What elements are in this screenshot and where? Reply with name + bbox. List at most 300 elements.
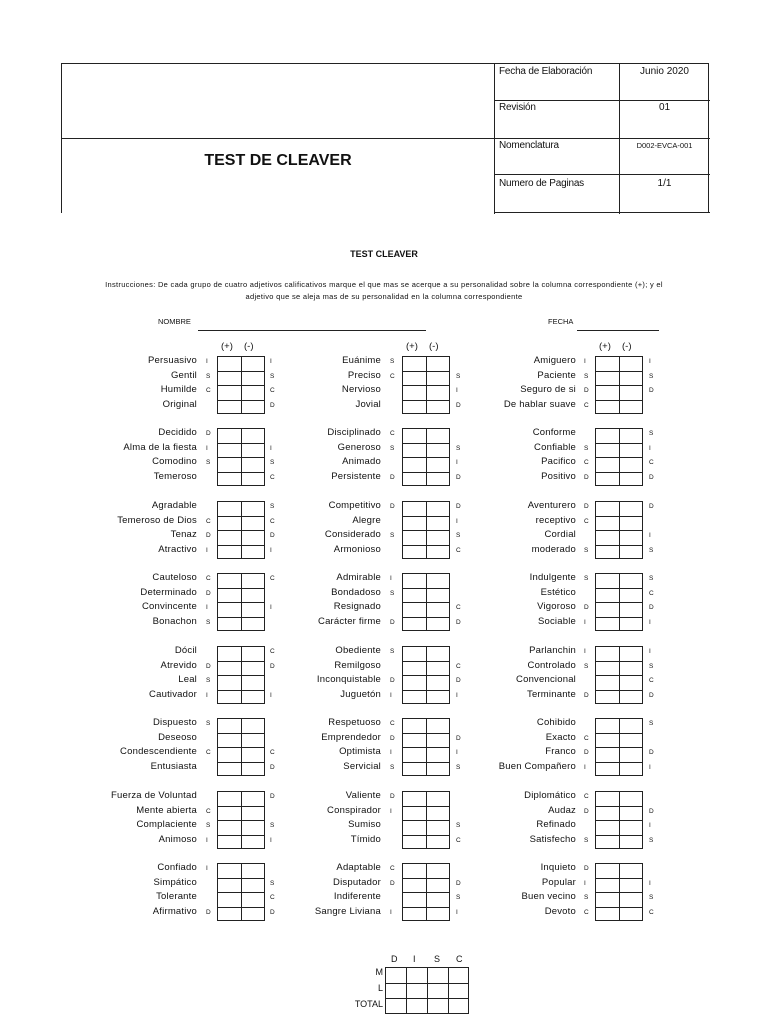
- minus-column-header: (-): [429, 341, 439, 352]
- adjective-label: Considerado: [324, 529, 381, 540]
- plus-factor-code: D: [206, 662, 211, 670]
- minus-checkbox[interactable]: [620, 879, 643, 893]
- minus-factor-code: D: [649, 691, 654, 699]
- minus-checkbox[interactable]: [620, 502, 643, 516]
- minus-factor-code: C: [649, 589, 654, 597]
- plus-factor-code: D: [584, 473, 589, 481]
- plus-checkbox[interactable]: [596, 589, 619, 603]
- plus-factor-code: S: [584, 662, 589, 670]
- minus-factor-code: C: [649, 677, 654, 684]
- plus-factor-code: D: [206, 430, 211, 437]
- minus-checkbox[interactable]: [620, 546, 643, 560]
- plus-factor-code: I: [584, 763, 586, 771]
- plus-checkbox[interactable]: [596, 618, 619, 632]
- plus-checkbox[interactable]: [596, 574, 619, 588]
- adjective-label: Atrevido: [160, 659, 197, 671]
- minus-checkbox[interactable]: [620, 893, 643, 907]
- adjective-label: Terminante: [527, 688, 576, 700]
- minus-checkbox[interactable]: [620, 792, 643, 806]
- adjective-label: Buen Compañero: [498, 760, 576, 772]
- plus-checkbox[interactable]: [596, 473, 619, 487]
- plus-checkbox[interactable]: [596, 429, 619, 443]
- disc-header: C: [456, 954, 463, 964]
- adjective-label: Mente abierta: [136, 804, 197, 816]
- adjective-label: Popular: [541, 876, 576, 888]
- minus-factor-code: S: [649, 894, 654, 901]
- adjective-label: Comodino: [152, 456, 197, 467]
- plus-factor-code: S: [206, 677, 211, 684]
- disc-header: I: [413, 954, 416, 964]
- adjective-label: Obediente: [335, 645, 381, 656]
- minus-checkbox[interactable]: [620, 517, 643, 531]
- minus-checkbox[interactable]: [620, 357, 643, 371]
- adjective-label: Gentil: [170, 369, 197, 381]
- minus-factor-code: C: [649, 459, 654, 466]
- minus-factor-code: S: [456, 763, 461, 771]
- plus-checkbox[interactable]: [596, 676, 619, 690]
- plus-factor-code: I: [584, 618, 586, 626]
- plus-checkbox[interactable]: [596, 401, 619, 415]
- plus-factor-code: D: [584, 387, 589, 394]
- plus-checkbox[interactable]: [596, 734, 619, 748]
- adjective-label: Confiable: [534, 441, 576, 453]
- header-field-value: 1/1: [657, 178, 672, 189]
- minus-checkbox[interactable]: [620, 807, 643, 821]
- plus-column-header: (+): [599, 341, 611, 352]
- minus-factor-code: S: [456, 372, 461, 380]
- adjective-label: Exacto: [545, 731, 576, 743]
- plus-checkbox[interactable]: [596, 531, 619, 545]
- plus-factor-code: D: [390, 503, 395, 510]
- minus-factor-code: S: [649, 662, 654, 670]
- plus-factor-code: D: [584, 865, 589, 872]
- plus-checkbox[interactable]: [596, 879, 619, 893]
- adjective-label: Temeroso de Dios: [117, 514, 197, 526]
- minus-factor-code: D: [270, 793, 275, 800]
- header-field-label: Fecha de Elaboración: [499, 66, 593, 77]
- adjective-label: Euánime: [342, 355, 381, 366]
- plus-checkbox[interactable]: [596, 372, 619, 386]
- minus-factor-code: D: [456, 879, 461, 887]
- minus-factor-code: S: [456, 532, 461, 539]
- adjective-label: Cautivador: [149, 688, 197, 700]
- plus-checkbox[interactable]: [596, 792, 619, 806]
- adjective-label: Amiguero: [533, 355, 576, 366]
- plus-factor-code: S: [390, 648, 395, 655]
- minus-factor-code: C: [270, 894, 275, 901]
- disc-summary-table[interactable]: [385, 967, 469, 1014]
- minus-factor-code: D: [456, 618, 461, 626]
- adjective-label: Refinado: [536, 819, 576, 830]
- minus-checkbox[interactable]: [620, 864, 643, 878]
- minus-factor-code: I: [270, 444, 272, 452]
- minus-checkbox[interactable]: [620, 836, 643, 850]
- answer-box: [595, 718, 643, 776]
- adjective-label: Vigoroso: [537, 601, 576, 612]
- plus-checkbox[interactable]: [596, 502, 619, 516]
- minus-checkbox[interactable]: [620, 748, 643, 762]
- minus-factor-code: C: [270, 473, 275, 481]
- fecha-field[interactable]: [577, 330, 659, 331]
- adjective-label: Conforme: [532, 427, 576, 438]
- minus-factor-code: D: [649, 387, 654, 394]
- plus-checkbox[interactable]: [596, 357, 619, 371]
- adjective-label: Diplomático: [524, 790, 576, 801]
- minus-factor-code: D: [270, 908, 275, 916]
- minus-factor-code: D: [270, 532, 275, 539]
- plus-factor-code: C: [390, 430, 395, 437]
- adjective-label: Respetuoso: [328, 717, 381, 728]
- plus-factor-code: S: [206, 720, 211, 727]
- minus-checkbox[interactable]: [620, 908, 643, 922]
- adjective-label: Conspirador: [327, 804, 381, 816]
- minus-factor-code: D: [270, 401, 275, 409]
- adjective-label: Bonachon: [152, 615, 197, 627]
- adjective-label: Agradable: [151, 500, 197, 511]
- minus-factor-code: I: [270, 358, 272, 365]
- minus-factor-code: I: [456, 517, 458, 525]
- minus-factor-code: S: [649, 720, 654, 727]
- adjective-label: Buen vecino: [521, 891, 576, 902]
- adjective-label: Determinado: [140, 586, 197, 598]
- plus-factor-code: C: [390, 372, 395, 380]
- plus-factor-code: I: [206, 836, 208, 844]
- minus-factor-code: S: [649, 575, 654, 582]
- adjective-label: Resignado: [333, 601, 381, 612]
- minus-checkbox[interactable]: [620, 618, 643, 632]
- plus-factor-code: I: [206, 358, 208, 365]
- minus-factor-code: C: [270, 517, 275, 525]
- adjective-label: Dócil: [174, 645, 197, 656]
- plus-factor-code: I: [206, 691, 208, 699]
- plus-factor-code: D: [390, 879, 395, 887]
- header-field-value: Junio 2020: [640, 66, 689, 77]
- answer-box: [595, 791, 643, 849]
- disc-row-label: TOTAL: [354, 999, 383, 1009]
- minus-checkbox[interactable]: [620, 444, 643, 458]
- answer-box: [595, 501, 643, 559]
- adjective-label: Estético: [540, 586, 576, 598]
- plus-checkbox[interactable]: [596, 444, 619, 458]
- adjective-label: Alma de la fiesta: [123, 441, 197, 453]
- plus-checkbox[interactable]: [596, 836, 619, 850]
- minus-checkbox[interactable]: [620, 401, 643, 415]
- minus-factor-code: I: [456, 691, 458, 699]
- plus-factor-code: C: [584, 401, 589, 409]
- adjective-label: Audaz: [548, 804, 576, 816]
- minus-checkbox[interactable]: [620, 763, 643, 777]
- adjective-label: Animoso: [158, 833, 197, 845]
- adjective-label: Inquieto: [540, 862, 576, 873]
- plus-checkbox[interactable]: [596, 458, 619, 472]
- minus-factor-code: D: [456, 503, 461, 510]
- plus-checkbox[interactable]: [596, 893, 619, 907]
- plus-factor-code: S: [206, 618, 211, 626]
- adjective-label: Tenaz: [170, 529, 197, 540]
- plus-factor-code: S: [390, 589, 395, 597]
- plus-factor-code: D: [584, 691, 589, 699]
- disc-row-label: M: [375, 967, 383, 977]
- plus-factor-code: C: [206, 387, 211, 394]
- adjective-label: Generoso: [337, 441, 381, 453]
- minus-factor-code: C: [270, 575, 275, 582]
- adjective-label: Aventurero: [527, 500, 576, 511]
- plus-factor-code: S: [390, 444, 395, 452]
- plus-checkbox[interactable]: [596, 546, 619, 560]
- minus-checkbox[interactable]: [620, 734, 643, 748]
- minus-factor-code: D: [649, 473, 654, 481]
- minus-factor-code: I: [649, 618, 651, 626]
- plus-factor-code: D: [390, 734, 395, 742]
- answer-box: [595, 356, 643, 414]
- minus-checkbox[interactable]: [620, 458, 643, 472]
- plus-factor-code: D: [390, 473, 395, 481]
- plus-checkbox[interactable]: [596, 821, 619, 835]
- adjective-label: Optimista: [339, 746, 381, 757]
- plus-factor-code: I: [206, 604, 208, 611]
- adjective-label: Pacifico: [541, 456, 576, 467]
- plus-factor-code: C: [584, 793, 589, 800]
- adjective-label: Confiado: [157, 862, 197, 873]
- plus-factor-code: D: [584, 749, 589, 756]
- adjective-label: Cordial: [544, 529, 576, 540]
- fecha-label: FECHA: [548, 317, 574, 326]
- adjective-label: Seguro de si: [520, 384, 576, 395]
- minus-checkbox[interactable]: [620, 386, 643, 400]
- adjective-label: Animado: [342, 456, 381, 467]
- minus-factor-code: I: [270, 691, 272, 699]
- plus-factor-code: D: [584, 503, 589, 510]
- answer-box: [595, 646, 643, 704]
- adjective-label: Cauteloso: [152, 572, 197, 583]
- plus-checkbox[interactable]: [596, 386, 619, 400]
- instructions: Instrucciones: De cada grupo de cuatro adjetivos calificativos marque el que mas se acerque a su personalidad sobre la columna correspondiente (+); y el adjetivo que se aleja mas de su personalidad en la columna correspondiente: [105, 280, 663, 301]
- plus-factor-code: C: [206, 807, 211, 815]
- header-field-value: 01: [658, 102, 671, 113]
- adjective-label: Persuasivo: [148, 355, 197, 366]
- minus-factor-code: I: [649, 648, 651, 655]
- plus-checkbox[interactable]: [596, 763, 619, 777]
- minus-factor-code: I: [456, 459, 458, 466]
- minus-checkbox[interactable]: [620, 662, 643, 676]
- minus-factor-code: D: [456, 473, 461, 481]
- plus-factor-code: I: [206, 444, 208, 452]
- adjective-label: Tolerante: [156, 891, 197, 902]
- plus-checkbox[interactable]: [596, 662, 619, 676]
- minus-factor-code: S: [649, 546, 654, 554]
- adjective-label: Deseoso: [158, 731, 197, 743]
- adjective-label: Convencional: [516, 674, 576, 685]
- adjective-label: Servicial: [343, 760, 381, 772]
- plus-factor-code: I: [390, 749, 392, 756]
- plus-checkbox[interactable]: [596, 603, 619, 617]
- minus-factor-code: S: [456, 822, 461, 829]
- adjective-label: Persistente: [331, 470, 381, 482]
- plus-factor-code: C: [390, 865, 395, 872]
- minus-checkbox[interactable]: [620, 473, 643, 487]
- plus-factor-code: C: [206, 749, 211, 756]
- minus-factor-code: C: [649, 908, 654, 916]
- minus-factor-code: D: [270, 763, 275, 771]
- plus-factor-code: I: [390, 691, 392, 699]
- minus-factor-code: C: [270, 387, 275, 394]
- minus-factor-code: S: [270, 822, 275, 829]
- minus-factor-code: C: [270, 648, 275, 655]
- adjective-label: Humilde: [160, 384, 197, 395]
- plus-factor-code: S: [584, 836, 589, 844]
- plus-factor-code: D: [206, 589, 211, 597]
- minus-factor-code: C: [456, 546, 461, 554]
- adjective-label: Inconquistable: [316, 674, 381, 685]
- adjective-label: Adaptable: [336, 862, 381, 873]
- plus-factor-code: S: [584, 372, 589, 380]
- plus-checkbox[interactable]: [596, 517, 619, 531]
- plus-factor-code: S: [206, 459, 211, 466]
- minus-checkbox[interactable]: [620, 719, 643, 733]
- adjective-label: Complaciente: [136, 819, 197, 830]
- adjective-label: Franco: [545, 746, 576, 757]
- adjective-label: Disciplinado: [327, 427, 381, 438]
- minus-factor-code: I: [649, 822, 651, 829]
- adjective-label: Sumiso: [348, 819, 381, 830]
- plus-checkbox[interactable]: [596, 719, 619, 733]
- plus-factor-code: S: [390, 532, 395, 539]
- adjective-label: Original: [162, 398, 197, 410]
- adjective-label: Temeroso: [153, 470, 197, 482]
- minus-factor-code: S: [649, 430, 654, 437]
- plus-factor-code: I: [584, 648, 586, 655]
- plus-checkbox[interactable]: [596, 748, 619, 762]
- adjective-label: Parlanchin: [529, 645, 576, 656]
- header-field-label: Nomenclatura: [499, 140, 559, 151]
- minus-checkbox[interactable]: [620, 676, 643, 690]
- adjective-label: Competitivo: [328, 500, 381, 511]
- minus-factor-code: S: [270, 372, 275, 380]
- plus-factor-code: S: [206, 372, 211, 380]
- adjective-label: Indulgente: [529, 572, 576, 583]
- minus-checkbox[interactable]: [620, 589, 643, 603]
- document-header: [61, 63, 709, 213]
- minus-factor-code: I: [649, 532, 651, 539]
- adjective-label: Alegre: [352, 514, 381, 526]
- adjective-label: Valiente: [345, 790, 381, 801]
- minus-factor-code: C: [456, 836, 461, 844]
- plus-factor-code: I: [584, 879, 586, 887]
- plus-checkbox[interactable]: [596, 691, 619, 705]
- adjective-label: Convincente: [141, 601, 197, 612]
- adjective-label: Decidido: [158, 427, 197, 438]
- minus-factor-code: S: [270, 459, 275, 466]
- plus-factor-code: C: [390, 720, 395, 727]
- answer-box: [595, 428, 643, 486]
- adjective-label: Controlado: [527, 659, 576, 671]
- adjective-label: Cohibido: [536, 717, 576, 728]
- plus-factor-code: D: [390, 793, 395, 800]
- minus-factor-code: S: [649, 836, 654, 844]
- minus-factor-code: I: [270, 836, 272, 844]
- adjective-label: Disputador: [333, 876, 381, 888]
- minus-checkbox[interactable]: [620, 691, 643, 705]
- minus-factor-code: I: [649, 879, 651, 887]
- header-field-value: D002-EVCA-001: [636, 141, 693, 150]
- adjective-label: Sangre Liviana: [314, 905, 381, 917]
- nombre-field[interactable]: [198, 330, 426, 331]
- minus-factor-code: I: [270, 546, 272, 554]
- plus-factor-code: S: [206, 822, 211, 829]
- adjective-label: Indiferente: [333, 891, 381, 902]
- minus-checkbox[interactable]: [620, 821, 643, 835]
- disc-header: D: [391, 954, 398, 964]
- header-field-label: Numero de Paginas: [499, 178, 584, 189]
- plus-factor-code: S: [584, 444, 589, 452]
- minus-factor-code: D: [456, 677, 461, 684]
- plus-checkbox[interactable]: [596, 647, 619, 661]
- minus-factor-code: C: [456, 662, 461, 670]
- adjective-label: Remilgoso: [334, 659, 381, 671]
- minus-factor-code: I: [649, 358, 651, 365]
- plus-factor-code: C: [584, 517, 589, 525]
- plus-column-header: (+): [221, 341, 233, 352]
- plus-checkbox[interactable]: [596, 807, 619, 821]
- minus-factor-code: D: [456, 401, 461, 409]
- minus-factor-code: D: [649, 503, 654, 510]
- minus-factor-code: S: [270, 503, 275, 510]
- minus-checkbox[interactable]: [620, 531, 643, 545]
- adjective-label: Jovial: [355, 398, 381, 410]
- adjective-label: Tímido: [350, 833, 381, 845]
- minus-checkbox[interactable]: [620, 603, 643, 617]
- adjective-label: Paciente: [537, 369, 576, 381]
- plus-factor-code: D: [584, 807, 589, 815]
- adjective-label: Atractivo: [158, 543, 197, 555]
- plus-column-header: (+): [406, 341, 418, 352]
- adjective-label: Devoto: [544, 905, 576, 917]
- header-field-label: Revisión: [499, 102, 536, 113]
- document-title: TEST DE CLEAVER: [204, 152, 352, 169]
- adjective-label: moderado: [531, 543, 576, 555]
- adjective-label: Afirmativo: [152, 905, 197, 917]
- adjective-label: Bondadoso: [331, 586, 381, 598]
- plus-checkbox[interactable]: [596, 908, 619, 922]
- disc-row-label: L: [377, 983, 383, 993]
- minus-checkbox[interactable]: [620, 647, 643, 661]
- adjective-label: Satisfecho: [529, 833, 576, 845]
- plus-factor-code: I: [584, 358, 586, 365]
- adjective-label: Admirable: [336, 572, 381, 583]
- minus-factor-code: S: [456, 894, 461, 901]
- plus-factor-code: D: [584, 604, 589, 611]
- plus-factor-code: I: [206, 865, 208, 872]
- plus-checkbox[interactable]: [596, 864, 619, 878]
- minus-factor-code: I: [456, 908, 458, 916]
- plus-factor-code: D: [390, 677, 395, 684]
- adjective-label: Entusiasta: [150, 760, 197, 772]
- plus-factor-code: I: [390, 908, 392, 916]
- adjective-label: Emprendedor: [321, 731, 381, 743]
- minus-checkbox[interactable]: [620, 429, 643, 443]
- adjective-label: Juguetón: [340, 688, 381, 700]
- minus-checkbox[interactable]: [620, 372, 643, 386]
- adjective-label: Positivo: [541, 470, 576, 482]
- plus-factor-code: S: [390, 358, 395, 365]
- adjective-label: De hablar suave: [503, 398, 576, 410]
- plus-factor-code: S: [584, 575, 589, 582]
- answer-box: [595, 863, 643, 921]
- minus-factor-code: D: [649, 604, 654, 611]
- minus-factor-code: D: [649, 807, 654, 815]
- minus-factor-code: I: [270, 604, 272, 611]
- minus-checkbox[interactable]: [620, 574, 643, 588]
